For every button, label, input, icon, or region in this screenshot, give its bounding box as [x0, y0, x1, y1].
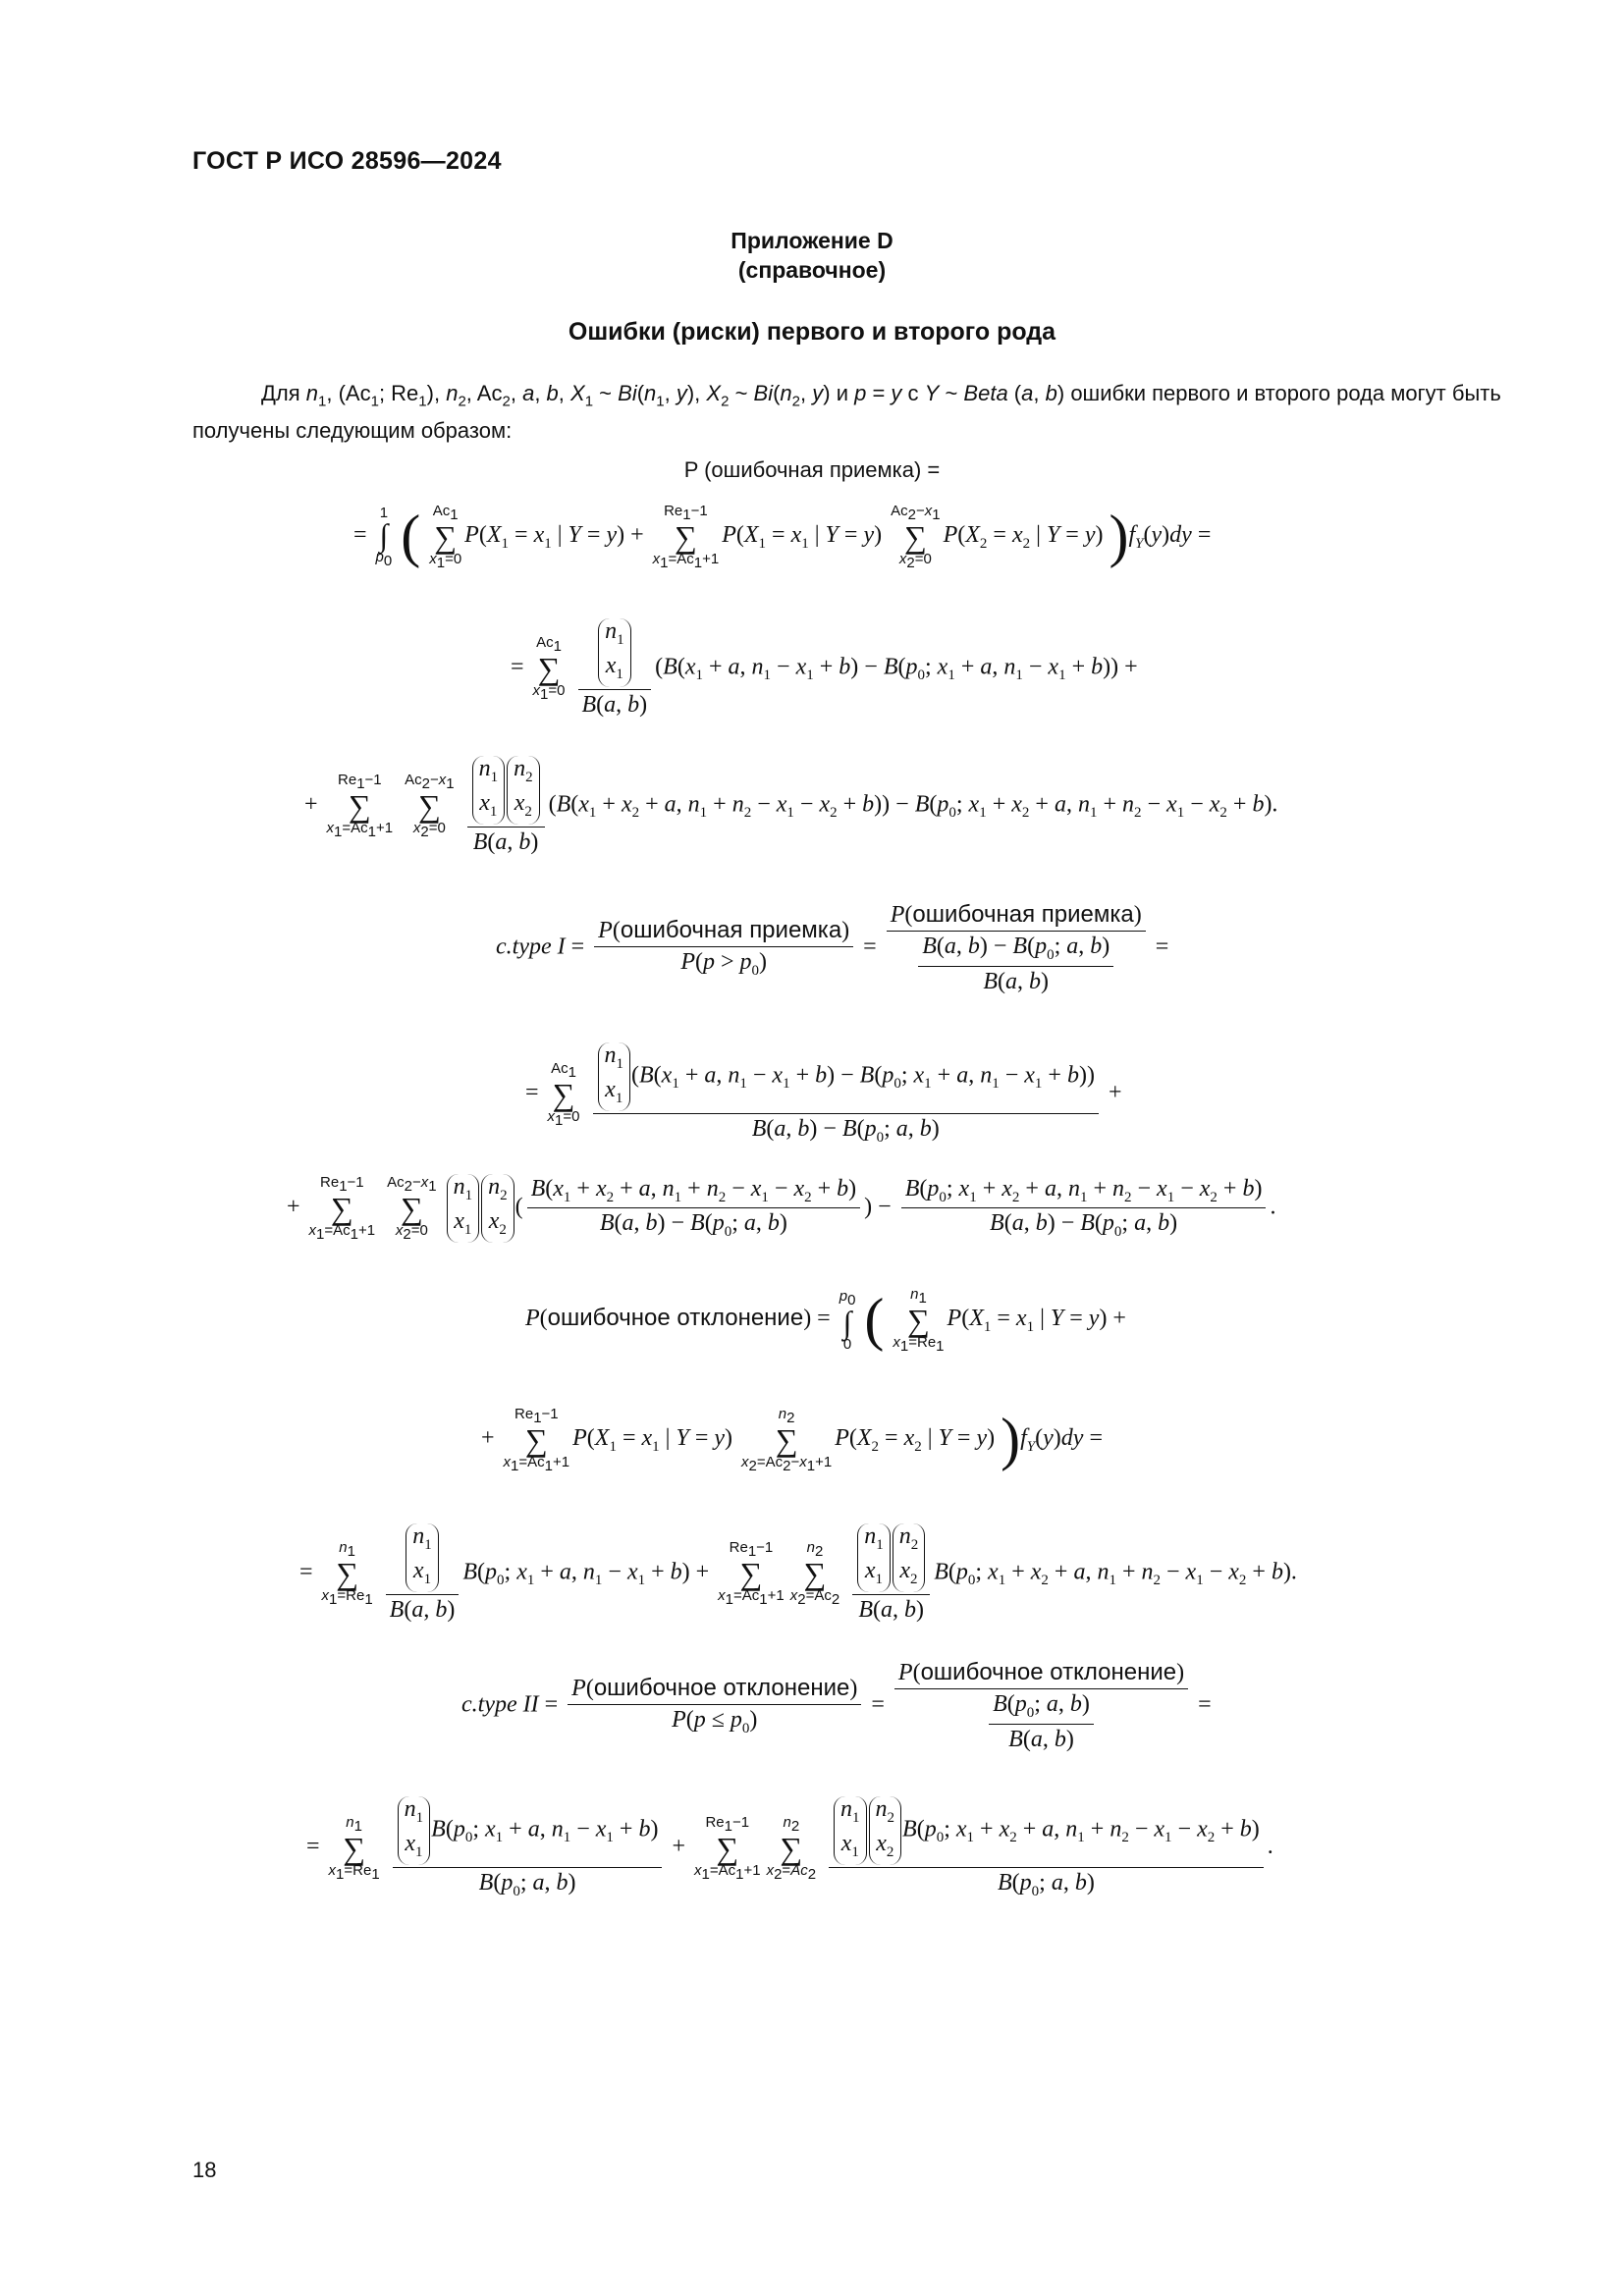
equation-11: = $n_1$ ∑ $x_1=Re_1$ $n_1$ $x_1$ $B(p_0$; $x_1 + a$, $n_1 - x_1 + b$) $B(p_0$; a, b) + $Re_1-1$ ∑ $x_1=Ac_1+1$ $n_2$ ∑ $x_2=Ac_2$ $n_1$ $x_1$ $n_2$ $x_2$ $B(p_0$; $x_1 + x_2 + a$, $n_1 + n_2 - x_1 - x_2 + b$) $B(p_0$; a, b) . — [306, 1796, 1273, 1899]
appendix-title: Приложение D — [731, 228, 893, 253]
equation-1: = 1 ∫ $p_0$ ( $Ac_1$ ∑ $x_1=0$ $P(X_1 = x_1$ | Y = y) + $Re_1-1$ ∑ $x_1=Ac_1+1$ $P(X_1 = x_1$ | Y = y) $Ac_2-x_1$ ∑ $x_2=0$ $P(X_2 = x_2$ | Y = y) )$f_Y(y)dy$ = — [353, 502, 1212, 571]
section-title: Ошибки (риски) первого и второго рода — [568, 318, 1056, 346]
equation-3: + $Re_1-1$ ∑ $x_1=Ac_1+1$ $Ac_2-x_1$ ∑ $x_2=0$ $n_1$ $x_1$ $n_2$ $x_2$ B(a, b) ($B(x_1 + x_2 + a$, $n_1 + n_2 - x_1 - x_2 + b)) - B(p_0$; $x_1 + x_2 + a$, $n_1 + n_2 - x_1 - x_2 + b$). — [304, 756, 1278, 855]
equation-9: = $n_1$ ∑ $x_1=Re_1$ $n_1$ $x_1$ B(a, b) $B(p_0$; $x_1 + a$, $n_1 - x_1 + b$) + $Re_1-1$ ∑ $x_1=Ac_1+1$ $n_2$ ∑ $x_2=Ac_2$ $n_1$ $x_1$ $n_2$ $x_2$ B(a, b) $B(p_0$; $x_1 + x_2 + a$, $n_1 + n_2 - x_1 - x_2 + b$). — [299, 1523, 1297, 1623]
equation-7: P(ошибочное отклонение) = $p_0$ ∫ 0 ( $n_1$ ∑ $x_1=Re_1$ $P(X_1 = x_1$ | Y = y) + — [525, 1285, 1126, 1355]
equation-5: = $Ac_1$ ∑ $x_1=0$ $n_1$ $x_1$ ($B(x_1 + a$, $n_1 - x_1 + b) - B(p_0$; $x_1 + a$, $n_1 - x_1 + b$)) B(a, $b) - B(p_0$; a, b) + — [525, 1042, 1122, 1146]
appendix-subtitle: (справочное) — [737, 257, 887, 283]
intro-paragraph: Для $n_1$, ($Ac_1$; $Re_1$), $n_2$, $Ac_2$, a, b, $X_1$ ~ $Bi(n_1$, y), $X_2$ ~ $Bi(n_2$, y) и p = y с Y ~ Beta (a, b) ошибки первого и второго рода могут быть получены следующим образом: — [192, 381, 1501, 444]
page-number: 18 — [192, 2158, 217, 2182]
document-header: ГОСТ Р ИСО 28596—2024 — [192, 147, 502, 175]
equation-ctype2: c.type II = $\frac{\text{P(ошибочное отклонение)}}{P(p \le p_0)}$ = $\frac{\text{P(ошибочное отклонение)}}{\frac{B(p_0; a, b)}{B(a, b)}}$ = — [461, 1659, 1212, 1752]
p-err-accept-label: P (ошибочная приемка) = — [683, 457, 941, 482]
equation-8: + $Re_1-1$ ∑ $x_1=Ac_1+1$ $P(X_1 = x_1$ | Y = y) $n_2$ ∑ $x_2=Ac_2-x_1+1$ $P(X_2 = x_2$ | Y = y) )$f_Y(y)dy$ = — [481, 1405, 1103, 1474]
equation-6: + $Re_1-1$ ∑ $x_1=Ac_1+1$ $Ac_2-x_1$ ∑ $x_2=0$ $n_1$ $x_1$ $n_2$ $x_2$ ( $\frac{B(x_1 + x_2 + a, n_1 + n_2 - x_1 - x_2 + b)}{B(a, b) - B(p_0; a, b)}$ ) − $\frac{B(p_0; x_1 + x_2 + a, n_1 + n_2 - x_1 - x_2 + b)}{B(a, b) - B(p_0; a, b)}$ . — [287, 1173, 1276, 1243]
equation-2: = $Ac_1$ ∑ $x_1=0$ $n_1$ $x_1$ B(a, b) ($B(x_1 + a$, $n_1 - x_1 + b) - B(p_0$; $x_1 + a$, $n_1 - x_1 + b$)) + — [511, 618, 1138, 718]
equation-ctype1: c.type I = $\frac{\text{P(ошибочная приемка)}}{P(p > p_0)}$ = $\frac{\text{P(ошибочная приемка)}}{\frac{B(a, b) - B(p_0; a, b)}{B(a, b)}}$ = — [496, 901, 1169, 994]
